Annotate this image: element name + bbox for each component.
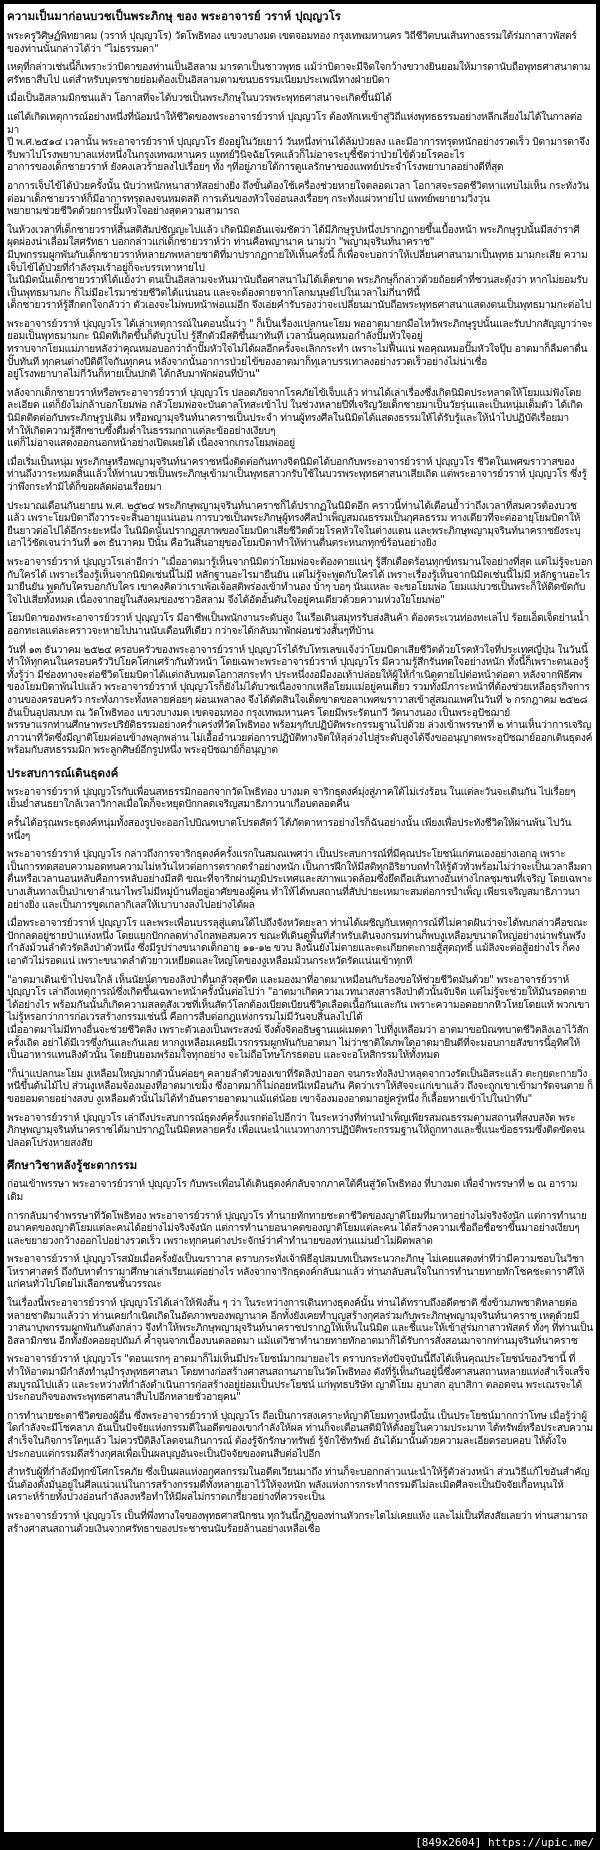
- paragraph: เหตุที่กล่าวเช่นนี้ก็เพราะว่าบิดาของท่านเป็นอิสลาม มารดาเป็นชาวพุทธ แม้ว่าบิดาจะมีจิตใจกว้างขวางยินยอมให้มารดานับถือพุทธศาสนาตามศรัทธาสืบไป แต่สำหรับบุตรชายย่อมต้องเป็นอิสลามตามขนบธรรมเนียมประเพณีทางฝ่ายบิดา: [7, 61, 591, 86]
- paragraph: เมื่อเป็นอิสลามมิกชนแล้ว โอกาสที่จะได้บวชเป็นพระภิกษุในบวรพระพุทธศาสนาจะเกิดขึ้นมิได้: [7, 92, 392, 105]
- paragraph: อาการเจ็บไข้ได้ป่วยครั้งนั้น นับว่าหนักหนาสาหัสอย่างยิ่ง ถึงขั้นต้องใช้เครื่องช่วยหายใจตลอดเวลา โอกาสจะรอดชีวิตหาแทบไม่เห็น กระทั่งวันต่อมาเด็กชายวราห์ก็มีอาการทรุดลงจนหมดสติ การเต้นของหัวใจอ่อนลงเรื่อยๆ กระทั่งแผ่วหายไป แพทย์พยายามวิ่งวุ่น พยายามช่วยชีวิตด้วยการปั๊มหัวใจอย่างสุดความสามารถ: [7, 179, 589, 218]
- document-title: ความเป็นมาก่อนบวชเป็นพระภิกษุ ของ พระอาจารย์ วราห์ ปุญฺญวโร: [7, 9, 341, 23]
- paragraph: การทำนายชะตาชีวิตของผู้อื่น ซึ่งพระอาจารย์วราห์ ปุญฺญวโร ถือเป็นการสงเคราะห์ญาติโยมทางหนึ่งนั้น เป็นประโยชน์มากกว่าโทษ เมื่อรู้ว่าผู้ใดกำลังจะมีโชคลาภ อันเป็นปัจจัยแห่งกรรมดีในอดีตของเขากำลังให้ผล ท่านก็จะเตือนสติมิให้ตั้งอยู่ในความประมาท ได้ทรัพย์หรือประสบความสำเร็จในกิจการใดๆแล้ว ไม่ควรปีติลิงโลดจนเกินการณ์ ต้องรู้จักรักษาทรัพย์ รู้จักใช้ทรัพย์ อันได้มานั้นด้วยความละเอียดรอบคอบ ให้ตั้งใจประกอบแต่กรรมดีสร้างกุศลเพื่อเป็นผลบุญอันจะเป็นปัจจัยของตนสืบต่อไปอีก: [7, 1409, 593, 1460]
- paragraph: เมื่อเริ่มเป็นหนุ่ม พระภิกษุหรือพญามุจรินท์นาคราชหนึ่งติดต่อกันทางจิตนิมิตได้บอกกับพระอาจารย์วราห์ ปุญฺญวโร ชีวิตในเพศฆราวาสของท่านถึงวาระหมดสิ้นแล้วให้ท่านบวชเป็นพระภิกษุเข้ามาเป็นพุทธสาวกรับใช้ในบวรพระพุทธศาสนาเสียเถิด แต่พระอาจารย์วราห์ ปุญฺญวโร ซึ่งรู้ว่าพึงกระทำมิได้ก็ขอผลัดผ่อนเรื่อยมา: [7, 455, 587, 493]
- document-page: [4, 4, 596, 1832]
- paragraph: ในเรื่องนี้พระอาจารย์วราห์ ปุญฺญวโรได้เล่าให้ฟังสั้น ๆ ว่า ในระหว่างการเดินทางธุดงค์นั้น ท่านได้ทราบถึงอดีตชาติ ซึ่งข้ามภพชาติหลายต่อหลายชาติมาแล้วว่า ท่านเคยกำเนิดเกิดในอัตภาพของพญานาค อีกทั้งยังเคยทำบุญสร้างกุศลร่วมกับพระภิกษุพญามุจรินท์นาคราช เหตุด้วยมีวาสนาบุพกรรมผูกพันกันดังกล่าว จึงทำให้พระภิกษุพญามุจรินท์นาคราชปรากฏให้เห็นในนิมิต และชี้แนะให้เข้าสู่ร่มกาสาวพัสตร์ ทั้งๆ ที่ท่านเป็นอิสลามิกชน อีกทั้งยังคอยอุปถัมภ์ ค้ำจุนจากเบื้องบนตลอดมา แม้แต่วิชาทำนายทายทักอาตมาก็ได้รับการสั่งสอนมาจากท่านมุจรินท์นาคราช: [7, 1297, 593, 1347]
- paragraph: การกลับมาจำพรรษาที่วัดโพธิทอง พระอาจารย์วราห์ ปุญฺญวโร ทำนายทักทายชะตาชีวิตของญาติโยมที่มาหาอย่างไม่จริงจังนัก แต่การทำนายอนาคตของญาติโยมแต่ละคนได้อย่างไม่จริงจังนัก แต่การทำนายอนาคตของญาติโยมแต่ละคน ได้สร้างความเชื่อถือชื่อชาขึ้นมาอย่างเงียบๆ และขยายวงกว้างออกไปอย่างรวดเร็ว เพราะทุกคนต่างประจักษ์ว่าคำทำนายของท่านแม่นยำไม่ผิดพลาด: [7, 1209, 587, 1247]
- paragraph: พระอาจารย์วราห์ ปุญฺญวโร เป็นที่พึ่งทางใจของพุทธศาสนิกชน ทุกวันนี้กุฏิของท่านหัวกระไดไม่เคยแห้ง และไม่เป็นที่สงสัยเลยว่า ท่านสามารถสร้างศาสนสถานด้วยเงินจากศรัทธาของประชาชนนับร้อยล้านอย่างเหลือเชื่อ: [7, 1509, 588, 1535]
- paragraph: แต่ได้เกิดเหตุการณ์อย่างหนึ่งที่น้อมนำให้ชีวิตของพระอาจารย์วราห์ ปุญฺญวโร ต้องหักเหเข้าสู่วิถีแห่งพุทธธรรมอย่างหลีกเลี่ยงไม่ได้ในกาลต่อมา ปี พ.ศ.๒๕๑๔ เวลานั้น พระอาจารย์วราห์ ปุญฺญวโร ยังอยู่ในวัยเยาว์ วันหนึ่งท่านได้ล้มป่วยลง และมีอาการทรุดหนักอย่างรวดเร็ว บิดามารดาจึงรีบพาไปโรงพยาบาลแห่งหนึ่งในกรุงเทพมหานคร แพทย์วินิจฉัยโรคแล้วก็ไม่อาจระบุชี้ชัดว่าป่วยไข้ด้วยโรคอะไร อาการของเด็กชายวราห์ ยังคงเลวร้ายลงไปเรื่อยๆ ทั้ง ๆที่อยู่ภายใต้การดูแลรักษาของแพทย์ประจำโรงพยาบาลอย่างดีที่สุด: [7, 110, 590, 174]
- paragraph: พระอาจารย์วราห์ ปุญฺญวโร กล่าวถึงการจาริกธุดงค์ครั้งแรกในสมณเพศว่า เป็นประสบการณ์ที่มีคุณประโยชน์แก่ตนเองอย่างเอกอุ เพราะเป็นการทดสอบความอดทนความไม่หวั่นไหวต่อการตรากตรำอย่างหนัก เป็นการฝึกให้มีสติทุกอิริยาบถทำให้รู้ตัวทั่วพร้อมไม่ว่าจะเป็นเวลาลืมตาตื่นหรือเวลานอนหลับคือการหลับอย่างมีสติ ขณะที่จาริกผ่านภูมิประเทศและสภาพแวดล้อมซึ่งยึดถือเส้นทางอันห่างไกลชุมชนที่เจริญ โดยเฉพาะบางเส้นทางเป็นป่าเขาลำเนาไพรไม่มีหมู่บ้านที่อยู่อาศัยของผู้คน ทำให้ได้พบสถานที่สัปปายะเหมาะสมต่อการบำเพ็ญ เพียรเจริญสมาธิภาวนาอย่างยิ่ง และเป็นการขูดเกลากิเลสให้เบาบางลงไปอย่างได้ผล: [7, 848, 593, 911]
- paragraph: หลังจากเด็กชายวราห์หรือพระอาจารย์วราห์ ปุญฺญวโร ปลอดภัยจากโรคภัยไข้เจ็บแล้ว ท่านได้เล่าเรื่องซึ่งเกิดนิมิตประหลาดให้โยมแม่ฟังโดยละเอียด แต่ก็ยังไม่กล้าบอกโยมพ่อ กลัวโยมพ่อจะบันดาลโทสะเข้าไป ในช่วงหลายปีที่เจริญวัยเด็กชายมาเป็นวัยรุ่นและเป็นหนุ่มเต็มตัว ได้เกิดนิมิตติดต่อกับพระภิกษุรูปเดิม หรือพญามุจรินท์นาคราชเป็นประจำ ท่านผู้ทรงศีลในนิมิตได้แสดงธรรมให้ได้รับรู้และให้นำไปปฏิบัติเรื่อยมา ทำให้เกิดความรู้สึกซาบซึ้งดื่มด่ำในธรรมกถาแต่ละข้ออย่างเงียบๆ แต่ก็ไม่อาจแสดงออกนอกหน้าอย่างเปิดเผยได้ เนื่องจากเกรงโยมพ่ออยู่: [7, 386, 583, 450]
- paragraph: พระอาจารย์วราห์ ปุญฺญวโร เล่าถึงประสบการณ์ธุดงค์ครั้งแรกต่อไปอีกว่า ในระหว่างที่ท่านบำเพ็ญเพียรสมณธรรมตามสถานที่สงบสงัด พระภิกษุพญามุจรินท์นาคราชได้มาปรากฏในนิมิตหลายครั้ง เพื่อแนะนำแนวทางการปฏิบัติพระกรรมฐานให้ถูกทางและชี้แนะข้อธรรมซึ่งติดขัดจนปลอดโปร่งหายสงสัย: [7, 1111, 585, 1149]
- paragraph: โยมบิดาของพระอาจารย์วราห์ ปุญฺญวโร มีอาชีพเป็นพนักงานระดับสูง ในเรือเดินสมุทรรับส่งสินค้า ต้องตระเวนท่องทะเลไป ร้อยเอ็ดเจ็ดย่านน้ำ ออกทะเลแต่ละคราวจะหายไปนานนับเดือนทีเดียว กว่าจะได้กลับมาพักผ่อนช่วงสั้นๆที่บ้าน: [7, 612, 589, 637]
- paragraph: สำหรับผู้ที่กำลังมีทุกข์โศกโรคภัย ซึ่งเป็นผลแห่งอกุศลกรรมในอดีตเวียนมาถึง ท่านก็จะบอกกล่าวแนะนำให้รู้ตัวล่วงหน้า ส่วนวิธีแก้ไขอันสำคัญนั้นต้องตั้งมั่นอยู่ในศีลแน่วแน่ในการสร้างกรรมดีทั้งหลายเอาไว้ให้จงหนัก พลังแห่งการกระทำกรรมดีไม่ละเมิดศีลจะเป็นปัจจัยเกื้อหนุนให้เคราะห์ร้ายทั้งปวงอ่อนกำลังลงหรือทำให้มีผลไม่กราดเกรี้ยวอย่างที่ควรจะเป็น: [7, 1466, 590, 1504]
- paragraph: วันที่ ๑๓ ธันวาคม ๒๕๒๔ ครอบครัวของพระอาจารย์วราห์ ปุญฺญวโรได้รับโทรเลขแจ้งว่าโยมบิดาเสียชีวิตด้วยโรคหัวใจที่ประเทศญี่ปุ่น ในวันนี้ทำให้ทุกคนในครอบครัววิปโยคโศกเศร้ากันทั่วหน้า โดยเฉพาะพระอาจารย์วราห์ ปุญฺญวโร มีความรู้สึกรันทดใจอย่างหนัก ทั้งนี้ก็เพราะตนเองรู้ทั้งรู้ว่า มีช่องทางจะต่อชีวิตโยมบิดาได้แต่กลับหมดโอกาสกระทำ ประหนึ่งงอมืองอเท้าปล่อยให้ผู้ให้กำเนิดตายไปต่อหน้าต่อตา หลังจากพิธีศพของโยมบิดาพ้นไปแล้ว พระอาจารย์วราห์ ปุญฺญวโรก็ยังไม่ได้บวชเนื่องจากเหลือโยมแม่อยู่คนเดียว รวมทั้งมีภาระหน้าที่ต้องช่วยเหลือธุรกิจการงานของครอบครัว กระทั่งภาระทั้งหลายค่อยๆ ผ่อนเพลาลง จึงได้ตัดสินใจเด็ดขาดขอลาเพศฆราวาสเข้าสู่สมณเพศในวันที่ ๖ กรกฎาคม ๒๕๒๘ อันเป็นอุปสมบท ณ วัดโพธิทอง แขวงบางมด เขตจอมทอง กรุงเทพมหานคร โดยมีพระรัตนกวี วัดนางนอง เป็นพระอุปัชฌาย์ พรรษาแรกท่านศึกษาพระปริยัติธรรมอย่างคร่ำเคร่งที่วัดโพธิทอง พร้อมๆกับปฏิบัติพระกรรมฐานไปด้วย ล่วงเข้าพรรษาที่ ๒ ท่านเห็นว่าการเจริญภาวนาที่วัดซึ่งมีญาติโยมค่อนข้างพลุกพล่าน ไม่เอื้ออำนวยต่อการปฏิบัติทางจิตให้ลุล่วงไปสู่ระดับสูงได้จึงขออนุญาตพระอุปัชฌาย์ออกเดินธุดงค์พร้อมกับสหธรรมมิก พระลูกศิษย์อีกรูปหนึ่ง พระอุปัชฌาย์ก็อนุญาต: [7, 643, 593, 757]
- section-pilgrimage: [7, 786, 593, 1149]
- paragraph: พระอาจารย์วราห์ ปุญฺญวโรสมัยเมื่อครั้งยังเป็นฆราวาส ตราบกระทั่งเจ้าพิธีอุปสมบทเป็นพระนวกะภิกษุ ไม่เคยแสดงท่าทีว่ามีความชอบในวิชาโหราศาสตร์ ถึงกับหาตำรามาศึกษาเล่าเรียนแต่อย่างไร หลังจากจาริกธุดงค์กลับมาแล้ว ท่านกลับสนใจในการทำนายทายทักโชคชะตาราศีให้แก่คนทั่วไปโดยไม่เลือกชนชั้นวรรณะ: [7, 1253, 585, 1291]
- section-study: [7, 1178, 593, 1535]
- section-origin: [7, 30, 593, 757]
- paragraph: พระครูวิศิษฏ์พิทยาคม (วราห์ ปุญฺญวโร) วัดโพธิทอง แขวงบางมด เขตจอมทอง กรุงเทพมหานคร วิถีชีวิตบนเส้นทางธรรมใต้ร่มกาสาวพัสตร์ของท่านนั้นกล่าวได้ว่า "ไม่ธรรมดา": [7, 30, 577, 55]
- paragraph: เมื่อพระอาจารย์วราห์ ปุญฺญวโร และพระเพื่อนบรรลุสู่แดนใต้ไปถึงจังหวัดยะลา ท่านได้เผชิญกับเหตุการณ์ที่ไม่คาดฝันว่าจะได้พบกล่าวคือขณะปักกลดอยู่ชายป่าแห่งหนึ่ง โดยแยกปักกลดห่างไกลพอสมควร ขณะที่เดินดูพื้นที่สำหรับเดินจงกรมท่านก็พบงูเหลือมขนาดใหญ่อย่างน่าพรั่นพรึง กำลังม้วนลำตัวรัดลิงป่าตัวหนึ่ง ซึ่งมีรูปร่างขนาดเด็กอายุ ๑๑-๑๒ ขวบ ลิงนั้นยังไม่ตายและตะเกียกตะกายสู้สุดฤทธิ์ แม้ลิงจะต่อสู้อย่างไร ก็คงเอาตัวไม่รอดแน่ เพราะขนาดลำตัวยาวเหยียดและใหญ่โตของงูเหลือมม้วนกระหวัดรัดแน่นเข้าทุกที: [7, 917, 588, 967]
- image-host-watermark: [849x2604] https://upic.me/: [415, 1836, 594, 1849]
- paragraph: ก่อนเข้าพรรษา พระอาจารย์วราห์ ปุญฺญวโร กับพระเพื่อนได้เดินธุดงค์กลับจากภาคใต้คืนสู่วัดโพธิทอง ที่บางมด เพื่อจำพรรษาที่ ๒ ณ อารามเดิม: [7, 1178, 578, 1203]
- paragraph: "อาตมาเดินเข้าไปจนใกล้ เห็นนัยน์ตาของลิงป่าตื่นกลัวสุดขีด และมองมาที่อาตมาเหมือนกับร้องขอให้ช่วยชีวิตมันด้วย" พระอาจารย์วราห์ ปุญฺญวโร เล่าถึงเหตุการณ์ซึ่งเกิดขึ้นเฉพาะหน้าครั้งนั้นต่อไปว่า "อาตมาเกิดความเวทนาสงสารลิงป่าตัวนั้นจับจิต แต่ไม่รู้จะช่วยให้มันรอดตายได้อย่างไร พร้อมกันนั้นก็เกิดความสลดสังเวชที่เห็นสัตว์โลกต้องเบียดเบียนชีวิตเลือดเนื้อกันและกัน เพราะความอดอยากหิวโหยโดยแท้ พวกเขาไม่รู้หรอกว่าการก่อเวรสร้างกรรมเช่นนี้ คือการสืบต่อกฎแห่งกรรมไม่มีวันจบสิ้นลงไปได้ เมื่ออาตมาไม่มีทางอื่นจะช่วยชีวิตลิง เพราะตัวเองเป็นพระสงฆ์ จึงตั้งจิตอธิษฐานแผ่เมตตา ไปที่งูเหลือมว่า อาตมาขอบิณฑบาตชีวิตลิงเอาไว้สักครั้งเถิด อย่าได้มีเวรซึ่งกันและกันเลย หากงูเหลือมเคยมีเวรกรรมผูกพันกับอาตมา ไม่ว่าชาติใดภพใดอาตมายินดีที่จะมอบกายสังขารนี้อุทิศให้เป็นอาหารแทนลิงตัวนั้น โดยยินยอมพร้อมใจทุกอย่าง จะไม่ถือโทษโกรธตอบ และจะอโหสิกรรมให้ทั้งหมด: [7, 973, 590, 1062]
- paragraph: พระอาจารย์วราห์ ปุญฺญวโร "ตอนแรกๆ อาตมาก็ไม่เห็นมีประโยชน์มากมายอะไร ตราบกระทั่งปัจจุบันนี้ถึงได้เห็นคุณประโยชน์ของวิชานี้ ที่ทำให้อาตมามีกำลังทำนุบำรุงพุทธศาสนา โดยทางก่อสร้างศาสนสถานภายในวัดโพธิทอง ดังที่รู้เห็นกันอยู่นี้ซึ่งศาสนสถานหลายแห่งสำเร็จเสร็จสมบูรณ์ไปแล้ว และระหว่างที่กำลังดำเนินการก่อสร้างอยู่ย่อมเป็นประโยชน์ แก่พุทธบริษัท ญาติโยม อุบาสก อุบาสิกา ตลอดจน พระเณรจะได้ประกอบกิจของพระพุทธศาสนาสืบไปอีกหลายชั่วอายุคน": [7, 1353, 590, 1404]
- paragraph: ในห้วงเวลาที่เด็กชายวราห์สิ้นสติสัมปชัญญะไปแล้ว เกิดนิมิตอันแจ่มชัดว่า ได้มีภิกษุรูปหนึ่งปรากฏกายขึ้นเบื้องหน้า พระภิกษุรูปนั้นมีสง่าราศีผุดผ่องน่าเลื่อมใสศรัทธา บอกกล่าวแก่เด็กชายวราห์ว่า ท่านคือพญานาค นามว่า "พญามุจรินท์นาคราช" มีบุพกรรมผูกพันกับเด็กชายวราห์หลายภพหลายชาติที่มาปรากฏกายให้เห็นครั้งนี้ ก็เพื่อจะบอกว่าให้เปลี่ยนศาสนามาเป็นพุทธ มามกะเสีย ความเจ็บไข้ได้ป่วยที่กำลังรุมเร้าอยู่ก็จะบรรเทาหายไป ในนิมิตนั้นเด็กชายวราห์ได้แย้งว่า ตนเป็นอิสลามจะหันมานับถือศาสนาไม่ได้เด็ดขาด พระภิกษุก็กล่าวด้วยถ้อยคำที่ชวนสะดุ้งว่า หากไม่ยอมรับเป็นพุทธมามกะ ก็ไม่มีอะไรมาช่วยชีวิตได้แน่นอน และจะต้องตายจากโลกมนุษย์ไปในเวลาไม่กี่นาทีนี้ เด็กชายวราห์รู้สึกตกใจกลัวว่า ตัวเองจะไม่พบหน้าพ่อแม่อีก จึงเอ่ยคำรับรองว่าจะเปลี่ยนมานับถือพระพุทธศาสนาแสดงตนเป็นพุทธมามกะต่อไป: [7, 223, 591, 312]
- paragraph: พระอาจารย์วราห์ ปุญฺญวโร ได้เล่าเหตุการณ์ในตอนนั้นว่า " ก็เป็นเรื่องแปลกนะโยม พออาตมายกมือไหว้พระภิกษุรูปนั้นและรับปากสัญญาว่าจะยอมเป็นพุทธมามกะ นิมิตที่เกิดขึ้นก็ดับวูบไป รู้สึกตัวมีสติขึ้นมาทันที เวลานั้นคุณหมอกำลังปั๊มหัวใจอยู่ ทราบจากโยมแม่ภายหลังว่าคุณหมอบอกว่าถ้าปั๊มหัวใจไม่ได้ผลอีกครั้งจะเลิกกระทำ เพราะไม่ฟื้นแน่ พอคุณหมอปั๊มหัวใจปุ๊บ อาตมาก็ลืมตาตื่นปั๊บทันที ทุกคนต่างปีติดีใจกันทุกคน หลังจากนั้นอาการป่วยไข้ของอาตมาก็ทุเลาบรรเทาลงอย่างรวดเร็วอย่างไม่น่าเชื่อ อยู่โรงพยาบาลไม่กี่วันก็หายเป็นปกติ ได้กลับมาพักผ่อนที่บ้าน": [7, 317, 593, 381]
- paragraph: ประมาณเดือนกันยายน พ.ศ. ๒๕๒๔ พระภิกษุพญามุจรินท์นาคราชก็ได้ปรากฏในนิมิตอีก คราวนี้ท่านได้เตือนย้ำว่าถึงเวลาที่สมควรต้องบวชแล้ว เพราะโยมบิดาถึงวาระจะสิ้นอายุแน่นอน การบวชเป็นพระภิกษุผู้ทรงศีลบำเพ็ญสมณธรรมเป็นกุศลธรรม ทางเดียวที่จะต่ออายุโยมบิดาให้ยืนยาวต่อไปได้อีกระยะหนึ่ง ในนิมิตนั้นปรากฏสภาพของโยมบิดาเสียชีวิตด้วยโรคหัวใจในต่างแดน และพระภิกษุพญามุจรินท์นาคราชยังระบุเอาไว้ชัดเจนว่าวันที่ ๑๓ ธันวาคม ปีนั้น คือวันสิ้นอายุของโยมบิดาทำให้ท่านตื่นตระหนกทุกข์ร้อนอย่างยิ่ง: [7, 499, 581, 550]
- paragraph: ครั้นได้อรุณพระธุดงค์หนุ่มทั้งสองรูปจะออกไปบิณฑบาตโปรดสัตว์ ได้ภัตตาหารอย่างไรก็ฉันอย่างนั้น เพียงเพื่อประทังชีวิตให้ผ่านพ้น ไปวันหนึ่งๆ: [7, 817, 572, 842]
- paragraph: พระอาจารย์วราห์ ปุญฺญวโรเล่าอีกว่า "เมื่ออาตมารู้เห็นจากนิมิตว่าโยมพ่อจะต้องตายแน่ๆ รู้สึกเดือดร้อนทุกข์ทรมานใจอย่างที่สุด แต่ไม่รู้จะบอกกับใครได้ เพราะเรื่องรู้เห็นจากนิมิตเช่นนี้ไม่มี หลักฐานอะไรมายืนยัน แต่ไม่รู้จะพูดกับใครได้ เพราะเรื่องรู้เห็นจากนิมิตเช่นนี้ไม่มี หลักฐานอะไรมายืนยัน พูดกับใครบอกกับใคร เขาคงคิดว่าเราเพ้อเจ้อสติพร่องเข้าทำนอง บ้าๆ บอๆ นั่นแหละ จะขอโยมพ่อ โยมแม่บวชเป็นพระก็ให้ติดขัดกับใจไปเสียทั้งหมด เนื่องจากอยู่ในสังคมของชาวอิสลาม จึงได้อัดอั้นตันใจอยู่คนเดียวด้วยความห่วงใยโยมพ่อ": [7, 555, 593, 606]
- paragraph: "ก็น่าแปลกนะโยม งูเหลือมใหญ่มากตัวนั้นค่อยๆ คลายลำตัวของเขาที่รัดลิงป่าออก จนกระทั่งลิงป่าหลุดจากวงรัดเป็นอิสระแล้ว ตะกุยตะกายวิ่งหนีขึ้นต้นไม้ไป ส่วนงูเหลือมจ้องมองที่อาตมาเขม็ง ซึ่งอาตมาก็ไม่ถอยหนีเหมือนกัน คิดว่าเราให้สัจจะแก่เขาแล้ว ถึงจะถูกเขาเข้ามารัดจนตาย ก็ขอยอมตายอย่างสงบ งูเหลือมตัวนั้นไม่ได้ทำอันตรายอาตมาแม้แต่น้อย เขาจ้องมองอาตมาอยู่ครู่หนึ่ง ก็เลื้อยหายเข้าไปในป่าทึบ": [7, 1067, 593, 1105]
- section-heading-pilgrimage: ประสบการณ์เดินธุดงค์: [7, 765, 119, 780]
- section-heading-study: ศึกษาวิชาหลังรู้ชะตากรรม: [7, 1158, 138, 1173]
- paragraph: พระอาจารย์วราห์ ปุญฺญวโรกับเพื่อนสหธรรมิกออกจากวัดโพธิทอง บางมด จาริกธุดงค์มุ่งสู่ภาคใต้ไม่เร่งร้อน ในแต่ละวันจะเดินกัน ไปเรื่อยๆ เย็นย่ำสนธยาใกล้เวลาวิกาลเมื่อใดก็จะหยุดปักกลดเจริญสมาธิภาวนาเกือบตลอดคืน: [7, 785, 576, 811]
